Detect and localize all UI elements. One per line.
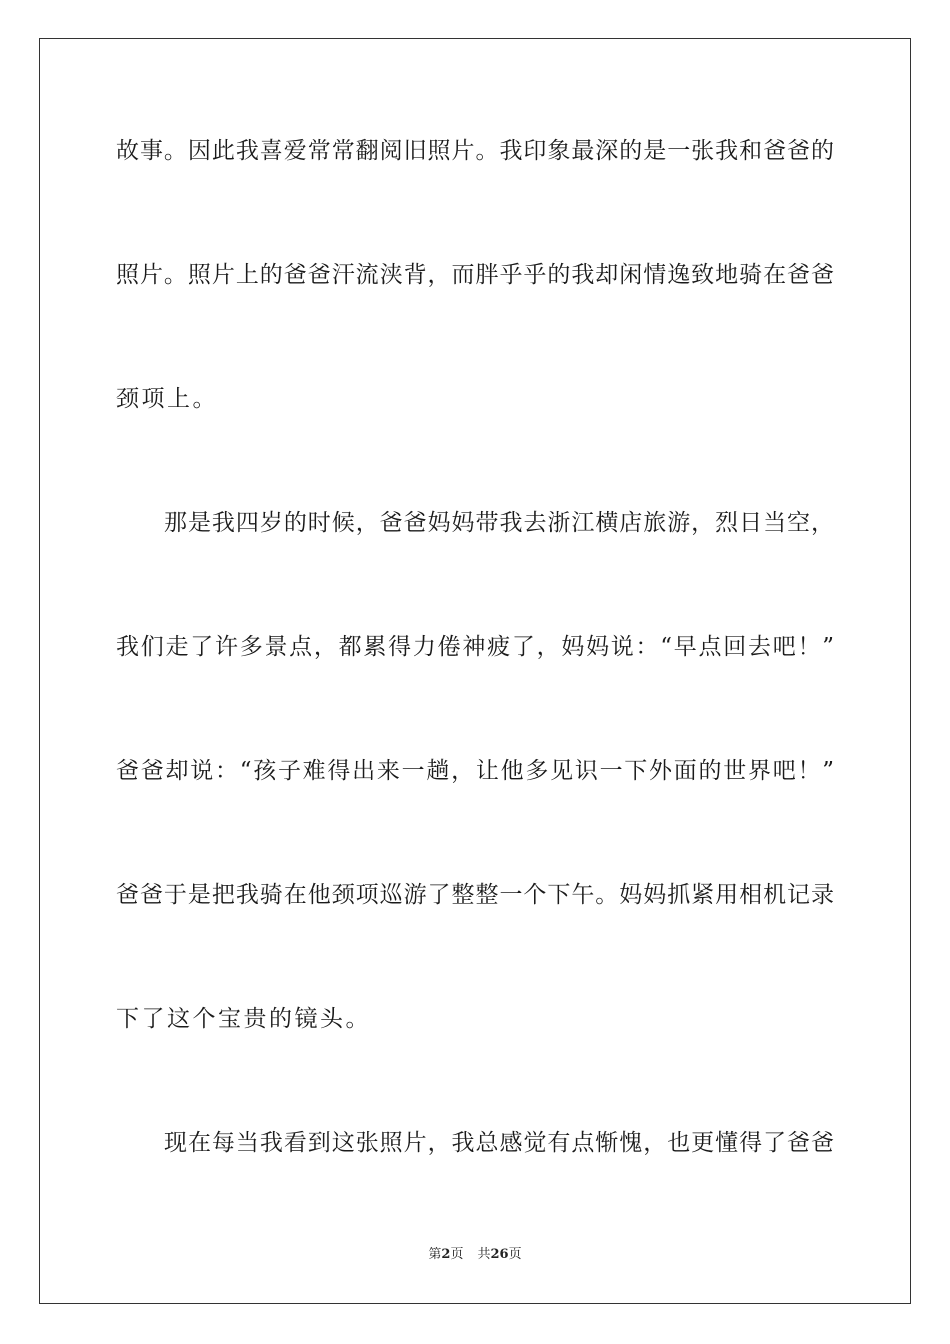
text-line-5: 我们走了许多景点，都累得力倦神疲了，妈妈说：“早点回去吧！”	[116, 634, 834, 660]
text-line-8: 下了这个宝贵的镜头。	[116, 1006, 371, 1032]
text-line-1: 故事。因此我喜爱常常翻阅旧照片。我印象最深的是一张我和爸爸的	[116, 138, 834, 164]
page-border	[39, 38, 911, 1304]
footer-total-prefix: 共	[477, 1247, 491, 1262]
footer-page-number: 2	[441, 1247, 451, 1262]
footer-total-suffix: 页	[508, 1247, 522, 1262]
text-line-7: 爸爸于是把我骑在他颈项巡游了整整一个下午。妈妈抓紧用相机记录	[116, 882, 834, 908]
text-line-4: 那是我四岁的时候，爸爸妈妈带我去浙江横店旅游，烈日当空，	[164, 510, 834, 536]
footer-page-suffix: 页	[450, 1247, 464, 1262]
page-footer	[0, 1246, 950, 1264]
footer-page-prefix: 第	[428, 1247, 442, 1262]
text-line-9: 现在每当我看到这张照片，我总感觉有点惭愧，也更懂得了爸爸	[164, 1130, 834, 1156]
text-line-3: 颈项上。	[116, 386, 218, 412]
text-line-6: 爸爸却说：“孩子难得出来一趟，让他多见识一下外面的世界吧！”	[116, 758, 834, 784]
text-line-2: 照片。照片上的爸爸汗流浃背，而胖乎乎的我却闲情逸致地骑在爸爸	[116, 262, 834, 288]
footer-total-pages: 26	[490, 1247, 509, 1262]
